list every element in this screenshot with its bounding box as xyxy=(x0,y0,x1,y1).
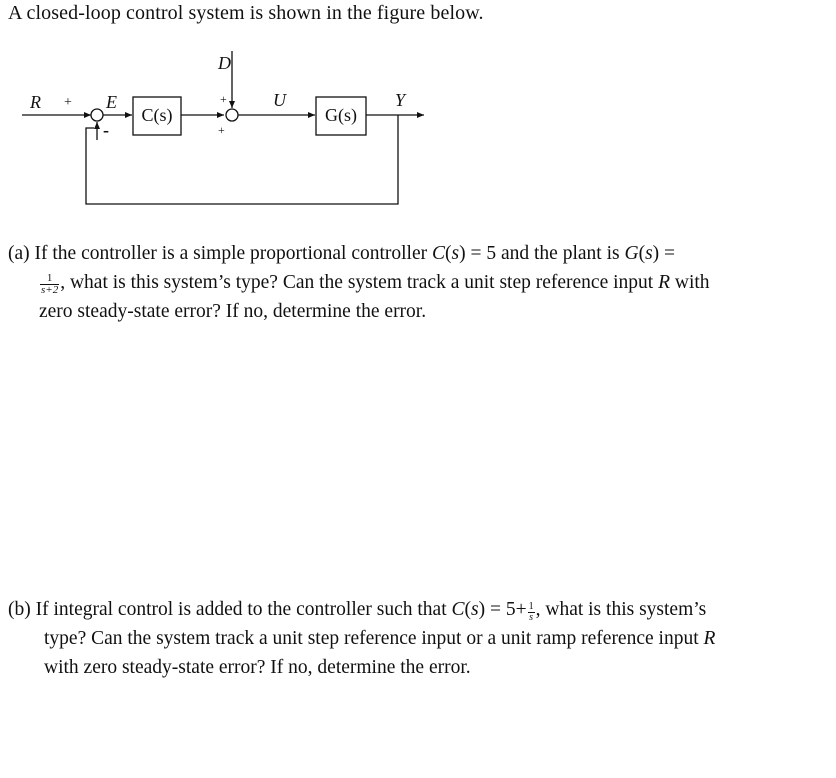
question-part-a xyxy=(8,239,710,326)
part-b-line-1: (b) If integral control is added to the controller such that C(s) = 5+ $\frac{1}{s}$ , what is this system’s xyxy=(8,599,707,623)
controller-label: C(s) xyxy=(141,105,173,125)
summing-junction-1 xyxy=(91,109,103,121)
sign-sum2-bottom: + xyxy=(218,123,225,137)
label-R: R xyxy=(30,92,41,112)
part-a-label: (a) xyxy=(8,243,30,264)
fraction-plant: $\frac{1}{s+2}$ xyxy=(41,271,59,296)
question-part-b xyxy=(8,595,715,682)
fraction-integral: $\frac{1}{s}$ xyxy=(528,600,534,623)
part-a-line-2: $\frac{1}{s+2}$ , what is this system’s type? Can the system track a unit step reference input R with xyxy=(41,271,710,296)
summing-junction-2 xyxy=(226,109,238,121)
label-D: D xyxy=(218,53,231,73)
label-E: E xyxy=(106,92,117,112)
plant-label: G(s) xyxy=(325,105,357,125)
part-b-line-2: type? Can the system track a unit step reference input or a unit ramp reference input R xyxy=(44,628,716,649)
intro-text: A closed-loop control system is shown in the figure below. xyxy=(8,2,484,24)
label-U: U xyxy=(273,90,286,110)
sign-sum1-plus: + xyxy=(64,95,72,110)
part-b-label: (b) xyxy=(8,599,31,620)
block-diagram xyxy=(0,0,836,230)
part-a-line-3: zero steady-state error? If no, determine the error. xyxy=(39,301,427,322)
part-b-line-3: with zero steady-state error? If no, determine the error. xyxy=(44,657,471,678)
part-a-line-1: (a) If the controller is a simple proportional controller C(s) = 5 and the plant is G(s) = xyxy=(8,243,676,264)
sign-sum2-top: + xyxy=(220,92,227,106)
sign-sum1-minus: - xyxy=(103,120,109,140)
label-Y: Y xyxy=(395,90,406,110)
